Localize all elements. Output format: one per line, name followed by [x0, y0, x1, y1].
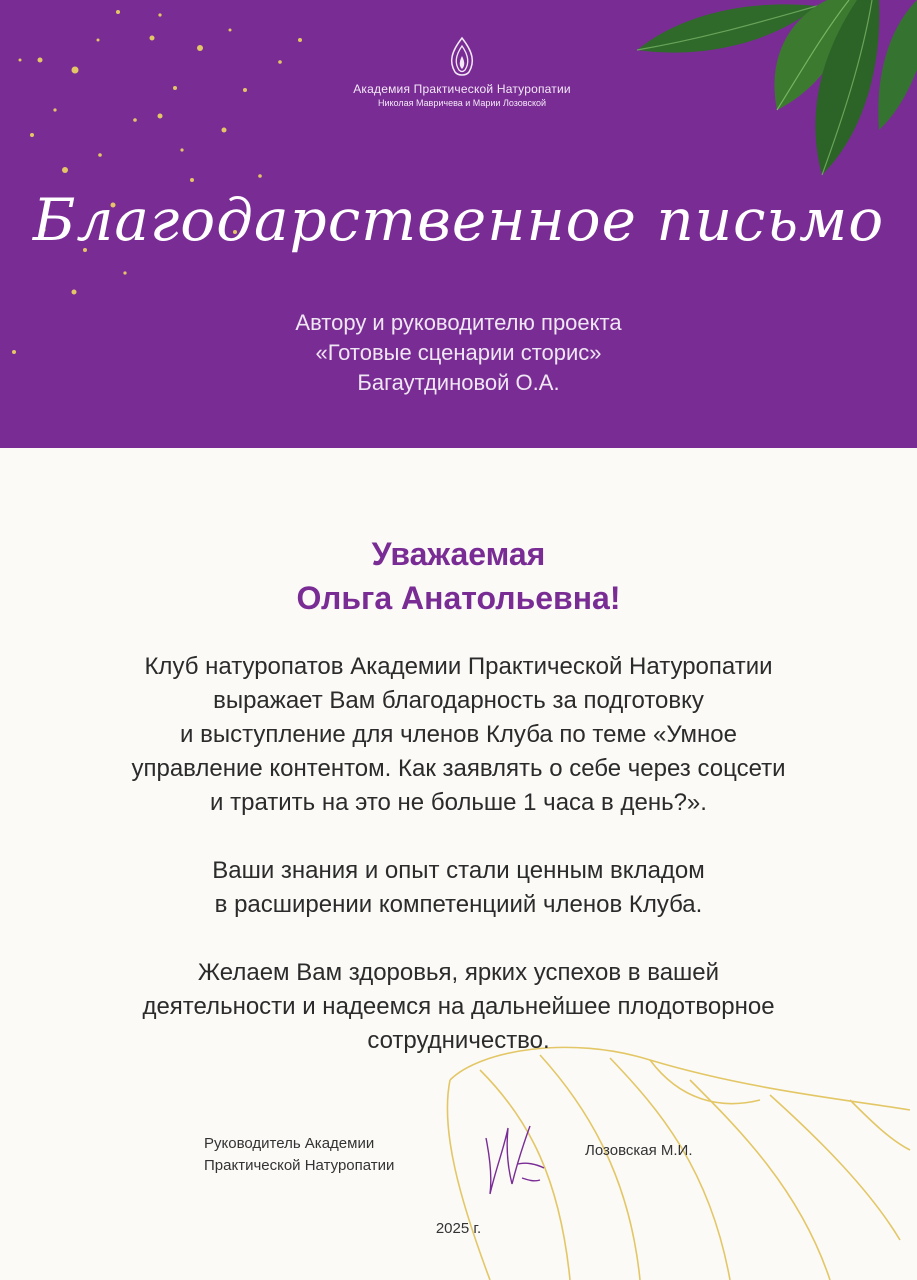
- signer-position-line-2: Практической Натуропатии: [204, 1157, 395, 1174]
- greeting-line-1: Уважаемая: [371, 536, 546, 572]
- flame-logo-icon: [447, 36, 477, 80]
- logo-subtitle: Николая Мавричева и Марии Лозовской: [377, 98, 547, 108]
- text-line: Желаем Вам здоровья, ярких успехов в вашей: [197, 959, 720, 986]
- recipient-block: [150, 308, 767, 398]
- recipient-line-3: Багаутдиновой О.А.: [357, 370, 560, 395]
- text-line: деятельности и надеемся на дальнейшее плодотворное: [142, 993, 775, 1020]
- greeting-line-2: Ольга Анатольевна!: [296, 580, 621, 616]
- letter-text: [40, 650, 877, 1092]
- text-line: Клуб натуропатов Академии Практической Натуропатии: [144, 653, 773, 680]
- text-line: Ваши знания и опыт стали ценным вкладом: [212, 857, 705, 884]
- leaves-decoration: [617, 0, 917, 190]
- recipient-line-1: Автору и руководителю проекта: [295, 310, 622, 335]
- signer-name: Лозовская М.И.: [585, 1142, 693, 1159]
- handwritten-signature: [478, 1118, 548, 1198]
- greeting: [100, 532, 817, 620]
- text-line: и выступление для членов Клуба по теме «Умное: [180, 721, 737, 748]
- signer-position: [204, 1133, 394, 1177]
- text-line: сотрудничество.: [367, 1027, 550, 1054]
- paragraph-contribution: [40, 854, 877, 922]
- document-title: Благодарственное письмо: [32, 186, 885, 254]
- paragraph-wishes: [40, 956, 877, 1058]
- header-banner: [0, 0, 917, 448]
- text-line: выражает Вам благодарность за подготовку: [213, 687, 704, 714]
- signer-position-line-1: Руководитель Академии: [204, 1135, 375, 1152]
- logo-title: Академия Практической Натуропатии: [353, 82, 571, 96]
- recipient-line-2: «Готовые сценарии сторис»: [315, 340, 602, 365]
- text-line: в расширении компетенциий членов Клуба.: [214, 891, 703, 918]
- paragraph-gratitude: [40, 650, 877, 820]
- text-line: управление контентом. Как заявлять о себе через соцсети: [131, 755, 786, 782]
- academy-logo: [344, 36, 580, 108]
- document-year: 2025 г.: [435, 1220, 482, 1237]
- text-line: и тратить на это не больше 1 часа в день?».: [210, 789, 707, 816]
